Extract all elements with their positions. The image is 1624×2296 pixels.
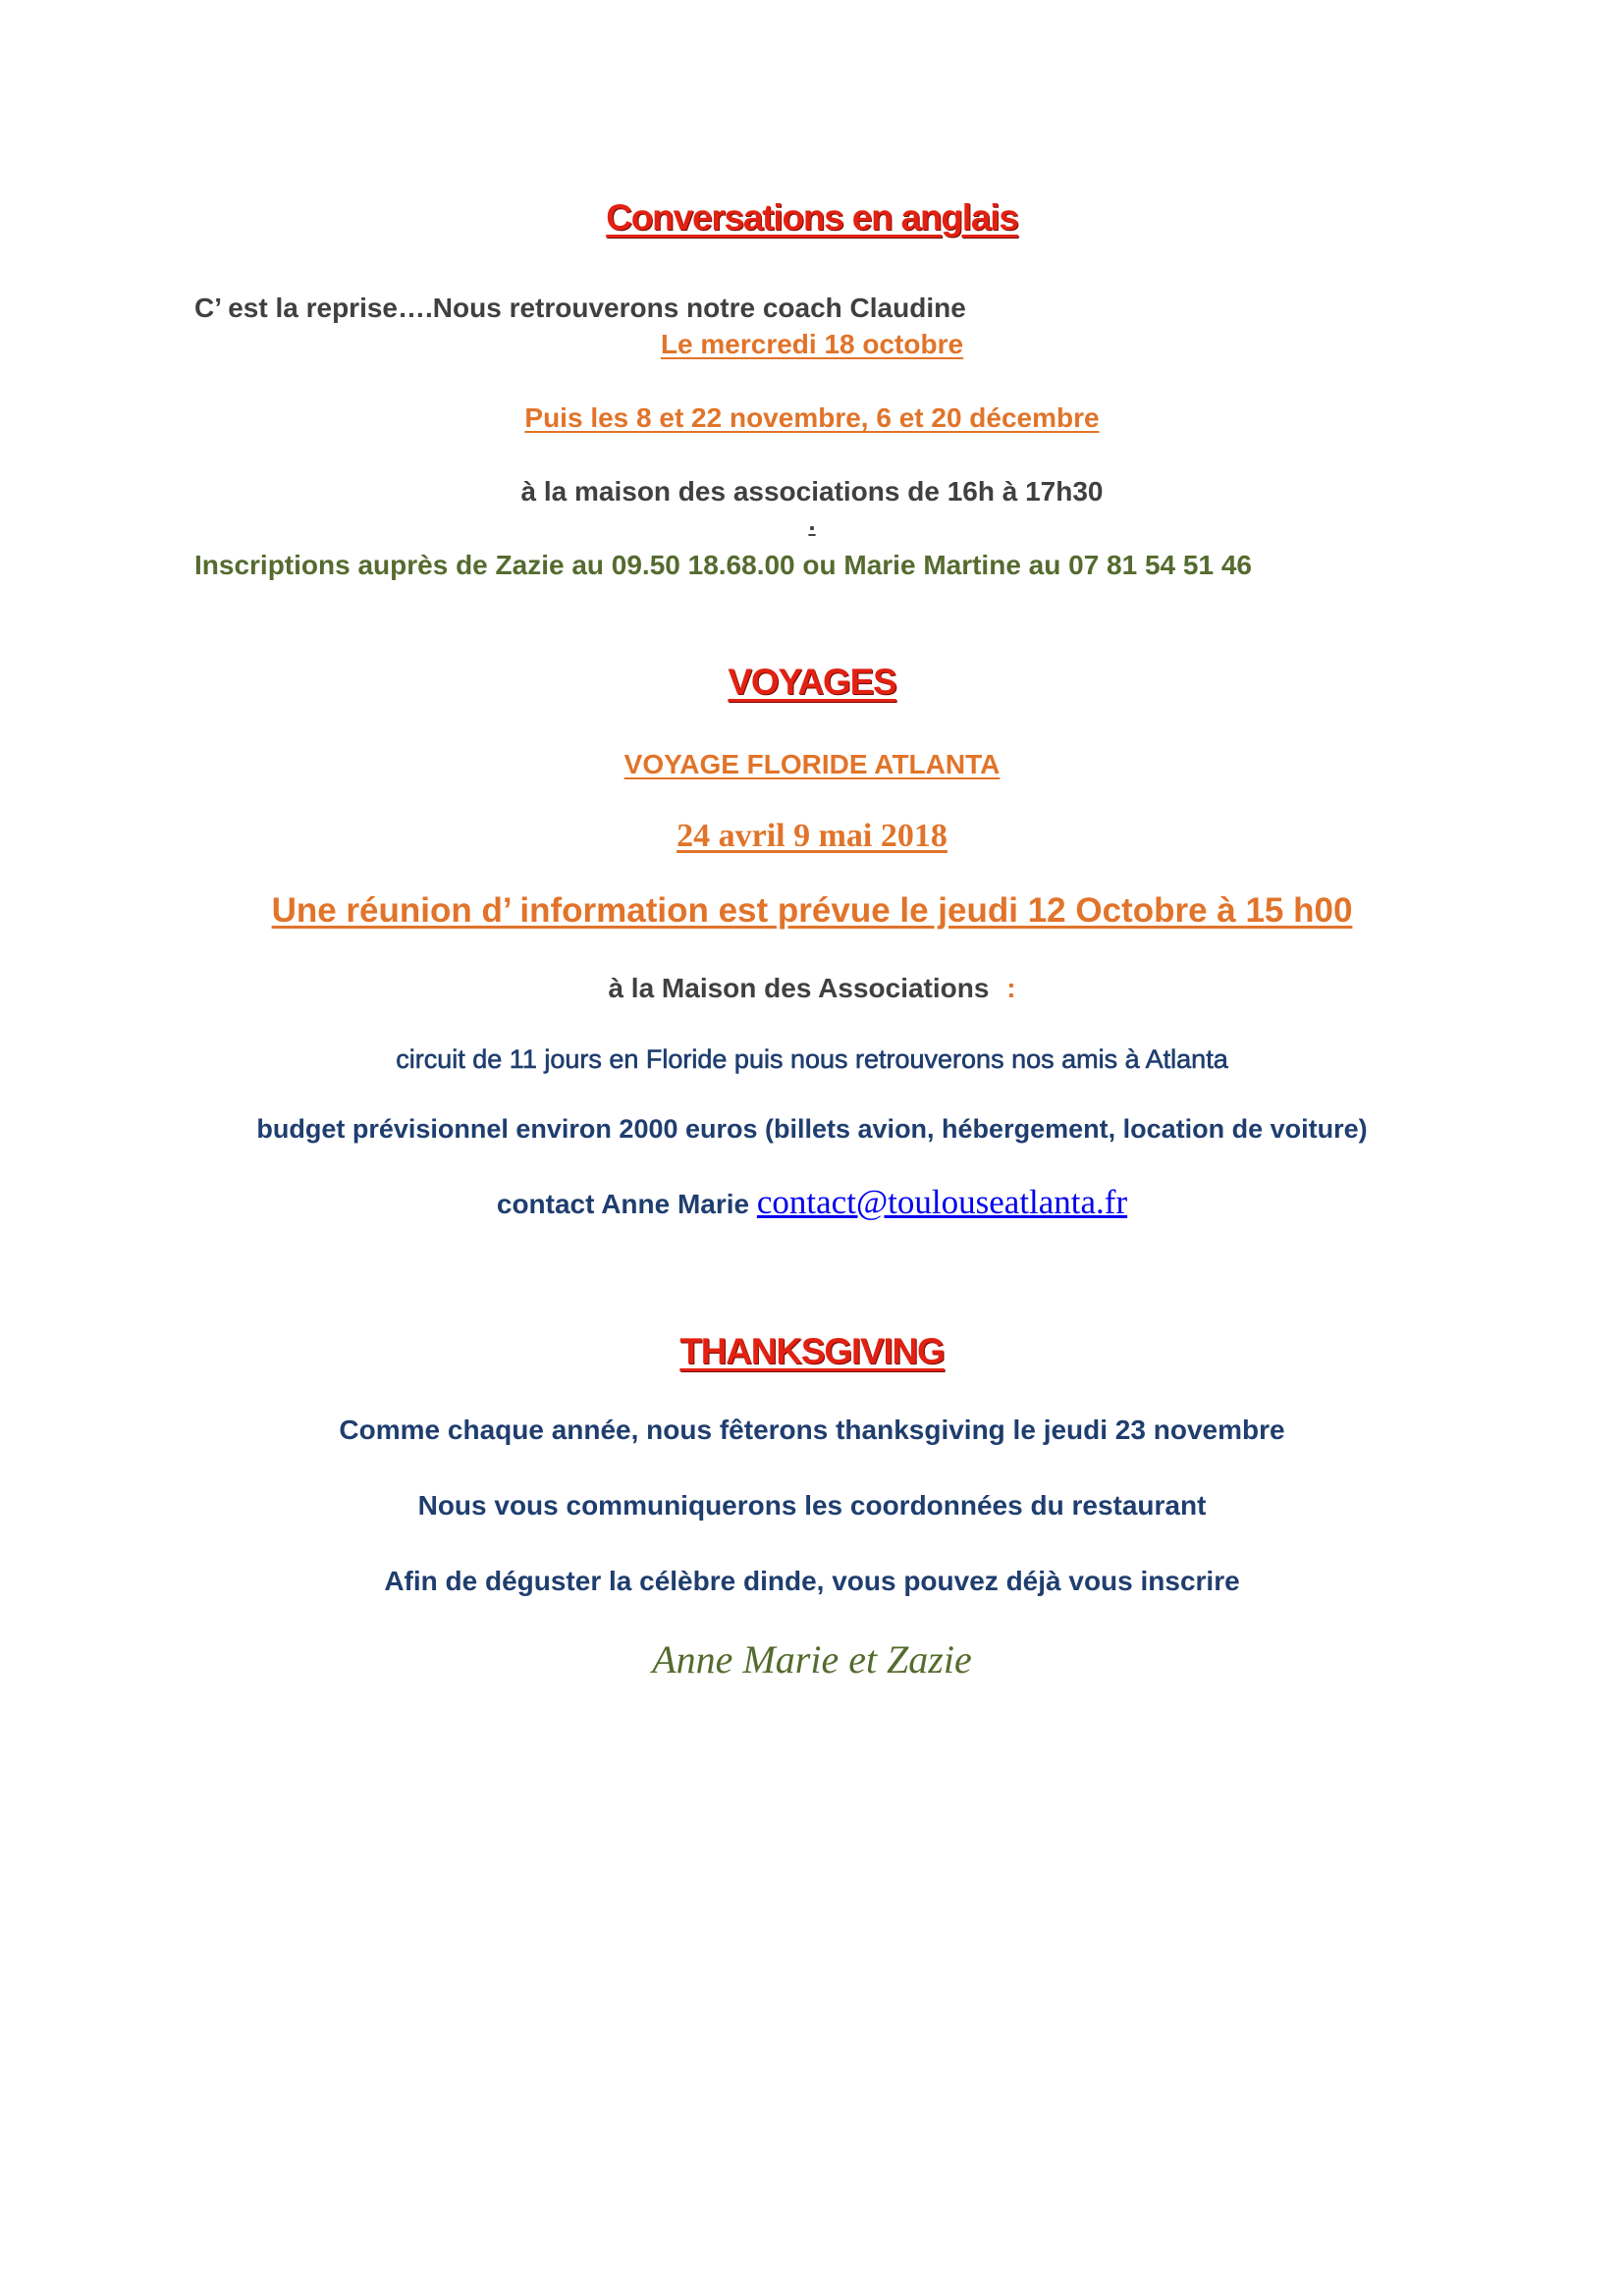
english-venue-text: à la maison des associations de 16h à 17h30 (520, 476, 1104, 507)
trip-dates: 24 avril 9 mai 2018 (677, 818, 947, 854)
trip-contact-line (0, 1185, 1624, 1219)
thanksgiving-line-2: Nous vous communiquerons les coordonnées du restaurant (417, 1490, 1207, 1521)
english-conversations-heading: Conversations en anglais (606, 197, 1018, 238)
english-next-dates: Puis les 8 et 22 novembre, 6 et 20 décembre (524, 402, 1100, 433)
english-registration-text: Inscriptions auprès de Zazie au 09.50 18.68.00 ou Marie Martine au 07 81 54 51 46 (194, 550, 1252, 580)
meeting-place-text: à la Maison des Associations (608, 973, 990, 1003)
trip-budget-text: budget prévisionnel environ 2000 euros (billets avion, hébergement, location de voiture) (256, 1114, 1368, 1144)
thanksgiving-line-3: Afin de déguster la célèbre dinde, vous pouvez déjà vous inscrire (384, 1566, 1240, 1596)
thanksgiving-heading: THANKSGIVING (679, 1331, 945, 1371)
thanksgiving-line-1: Comme chaque année, nous fêterons thanksgiving le jeudi 23 novembre (339, 1415, 1285, 1445)
trip-circuit-text: circuit de 11 jours en Floride puis nous retrouverons nos amis à Atlanta (396, 1044, 1228, 1074)
meeting-place (0, 975, 1624, 1002)
contact-email-link[interactable]: contact@toulouseatlanta.fr (756, 1183, 1128, 1221)
voyages-heading: VOYAGES (728, 662, 896, 702)
english-intro-text: C’ est la reprise….Nous retrouverons notre coach Claudine (194, 293, 966, 323)
contact-label: contact Anne Marie (496, 1189, 757, 1219)
signature-text: Anne Marie et Zazie (652, 1637, 972, 1682)
trip-title: VOYAGE FLORIDE ATLANTA (623, 749, 1001, 779)
info-meeting-announcement: Une réunion d’ information est prévue le jeudi 12 Octobre à 15 h00 (271, 891, 1353, 930)
english-first-date: Le mercredi 18 octobre (660, 329, 964, 359)
english-dot-separator: . (808, 507, 816, 536)
meeting-place-colon: : (1006, 973, 1016, 1003)
